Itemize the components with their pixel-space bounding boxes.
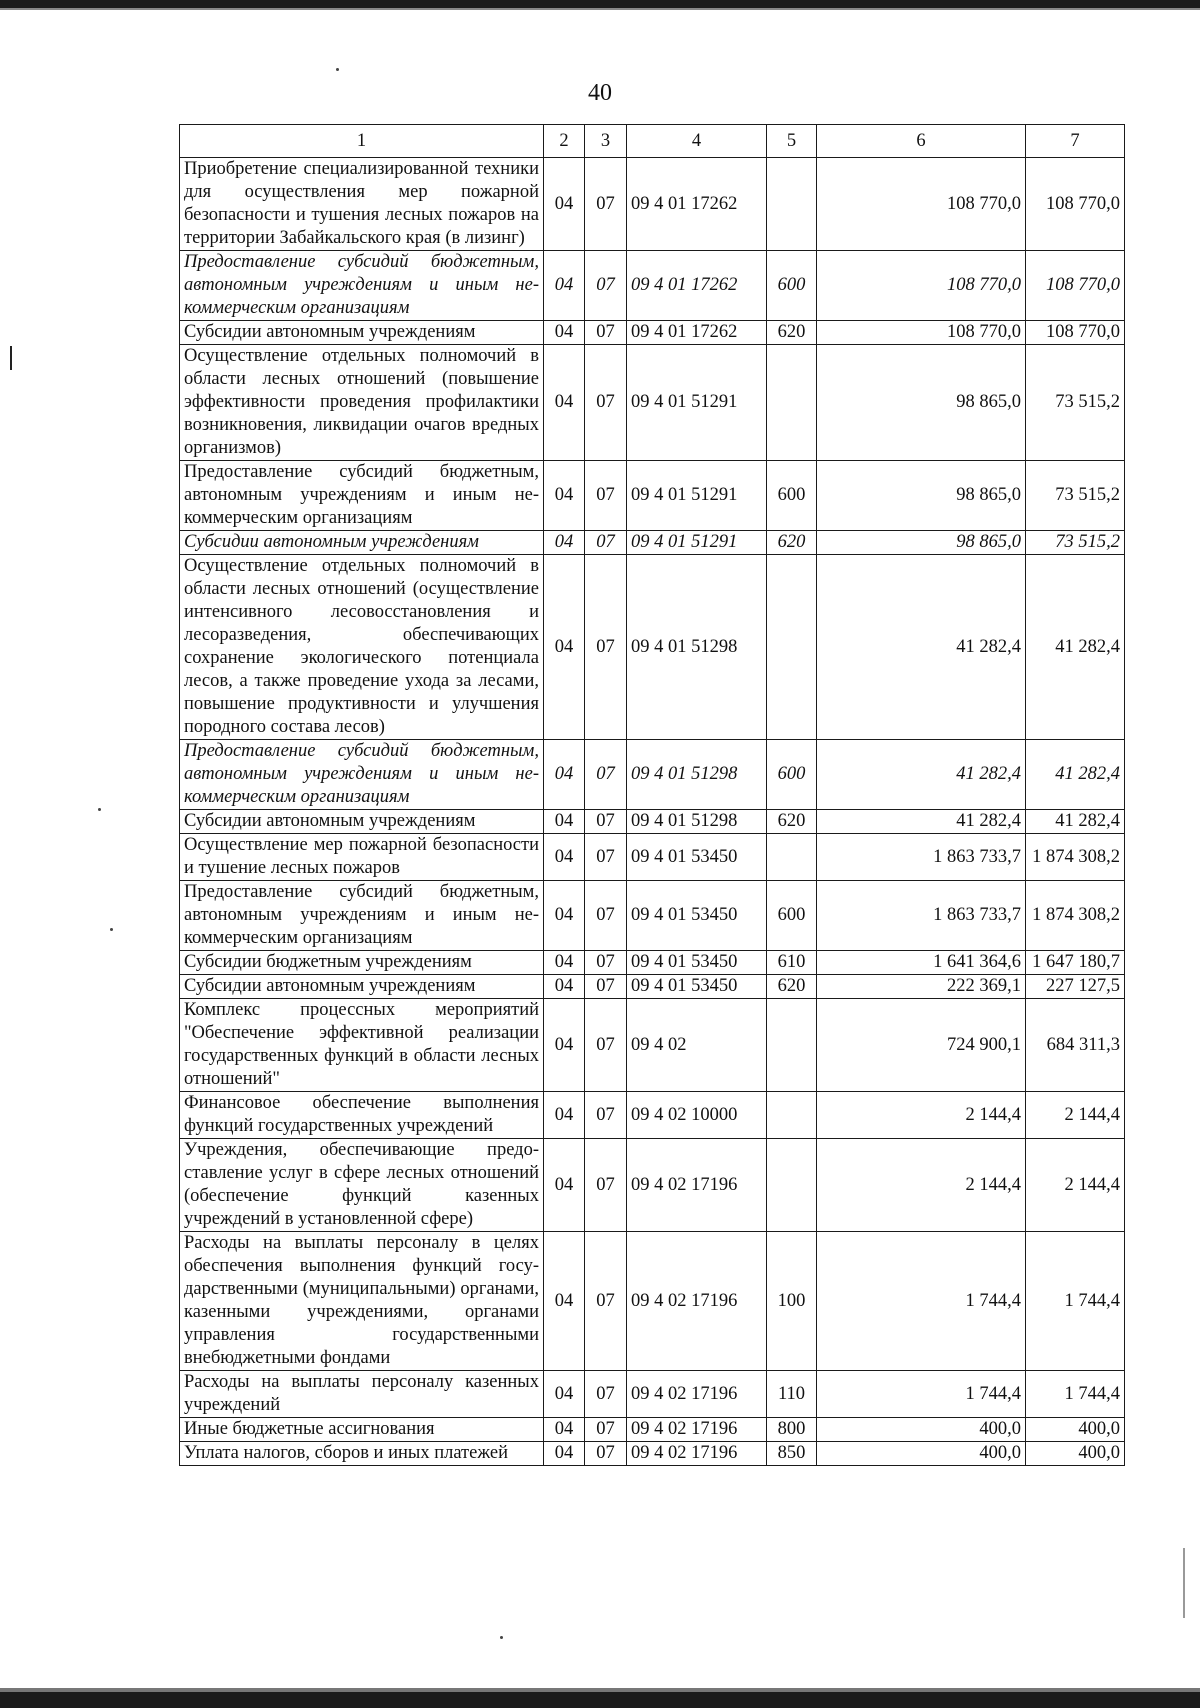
section-code-cell: 04 [544, 345, 585, 461]
row-name-cell: Финансовое обеспечение выполнения функций государственных учреждений [180, 1092, 544, 1139]
amount-2024-cell: 400,0 [817, 1442, 1026, 1466]
table-row [180, 1092, 1125, 1139]
expense-type-cell: 620 [767, 975, 817, 999]
table-row [180, 1442, 1125, 1466]
scan-speck [500, 1636, 503, 1639]
target-code-cell: 09 4 01 17262 [627, 321, 767, 345]
target-code-cell: 09 4 01 53450 [627, 881, 767, 951]
table-row [180, 1418, 1125, 1442]
subsection-code-cell: 07 [585, 1232, 627, 1371]
target-code-cell: 09 4 02 10000 [627, 1092, 767, 1139]
row-name-cell: Осуществление мер пожарной безопасности и тушение лесных пожаров [180, 834, 544, 881]
target-code-cell: 09 4 02 17196 [627, 1139, 767, 1232]
amount-2024-cell: 1 641 364,6 [817, 951, 1026, 975]
amount-2024-cell: 222 369,1 [817, 975, 1026, 999]
expense-type-cell: 620 [767, 810, 817, 834]
target-code-cell: 09 4 01 53450 [627, 975, 767, 999]
expense-type-cell: 600 [767, 881, 817, 951]
expense-type-cell: 600 [767, 251, 817, 321]
budget-table [179, 124, 1125, 1466]
column-header: 3 [585, 125, 627, 158]
row-name-cell: Приобретение специализированной техники для осуществления мер пожарной безопасности и тушения лесных пожаров на территории Забайкальского края (в лизинг) [180, 158, 544, 251]
target-code-cell: 09 4 01 51298 [627, 740, 767, 810]
amount-2024-cell: 98 865,0 [817, 461, 1026, 531]
column-header: 4 [627, 125, 767, 158]
amount-2025-cell: 1 744,4 [1026, 1232, 1125, 1371]
table-row [180, 1371, 1125, 1418]
amount-2025-cell: 2 144,4 [1026, 1139, 1125, 1232]
section-code-cell: 04 [544, 881, 585, 951]
amount-2025-cell: 2 144,4 [1026, 1092, 1125, 1139]
row-name-cell: Субсидии автономным учреждениям [180, 321, 544, 345]
expense-type-cell [767, 1139, 817, 1232]
amount-2024-cell: 108 770,0 [817, 158, 1026, 251]
table-row [180, 461, 1125, 531]
amount-2025-cell: 108 770,0 [1026, 321, 1125, 345]
amount-2024-cell: 1 744,4 [817, 1371, 1026, 1418]
expense-type-cell: 110 [767, 1371, 817, 1418]
expense-type-cell [767, 999, 817, 1092]
expense-type-cell [767, 1092, 817, 1139]
row-name-cell: Субсидии бюджетным учреждениям [180, 951, 544, 975]
row-name-cell: Иные бюджетные ассигнования [180, 1418, 544, 1442]
section-code-cell: 04 [544, 251, 585, 321]
page-number: 40 [588, 80, 612, 106]
table-row [180, 158, 1125, 251]
amount-2025-cell: 73 515,2 [1026, 461, 1125, 531]
column-header: 2 [544, 125, 585, 158]
section-code-cell: 04 [544, 999, 585, 1092]
row-name-cell: Субсидии автономным учреждениям [180, 975, 544, 999]
subsection-code-cell: 07 [585, 999, 627, 1092]
target-code-cell: 09 4 01 51291 [627, 345, 767, 461]
section-code-cell: 04 [544, 951, 585, 975]
table-row [180, 881, 1125, 951]
amount-2025-cell: 684 311,3 [1026, 999, 1125, 1092]
scan-speck [336, 68, 339, 71]
amount-2024-cell: 41 282,4 [817, 810, 1026, 834]
target-code-cell: 09 4 01 51291 [627, 531, 767, 555]
row-name-cell: Уплата налогов, сборов и иных платежей [180, 1442, 544, 1466]
right-margin-mark [1183, 1548, 1185, 1618]
row-name-cell: Осуществление отдельных полномочий в области лесных отношений (осуществление интенсивного лесовосстановления и лесоразведения, обеспечивающих сохранение экологического потенциала лесов, а также проведение ухода за лесами, повышение продуктивности и улучшения породного состава лесов) [180, 555, 544, 740]
subsection-code-cell: 07 [585, 461, 627, 531]
amount-2025-cell: 1 874 308,2 [1026, 881, 1125, 951]
amount-2025-cell: 108 770,0 [1026, 251, 1125, 321]
target-code-cell: 09 4 01 53450 [627, 834, 767, 881]
subsection-code-cell: 07 [585, 810, 627, 834]
section-code-cell: 04 [544, 810, 585, 834]
left-margin-mark [10, 346, 12, 370]
subsection-code-cell: 07 [585, 1442, 627, 1466]
amount-2025-cell: 73 515,2 [1026, 345, 1125, 461]
target-code-cell: 09 4 01 51291 [627, 461, 767, 531]
subsection-code-cell: 07 [585, 158, 627, 251]
section-code-cell: 04 [544, 461, 585, 531]
amount-2024-cell: 108 770,0 [817, 321, 1026, 345]
amount-2025-cell: 1 744,4 [1026, 1371, 1125, 1418]
expense-type-cell: 850 [767, 1442, 817, 1466]
expense-type-cell [767, 158, 817, 251]
subsection-code-cell: 07 [585, 881, 627, 951]
subsection-code-cell: 07 [585, 1371, 627, 1418]
section-code-cell: 04 [544, 975, 585, 999]
amount-2024-cell: 98 865,0 [817, 345, 1026, 461]
target-code-cell: 09 4 01 51298 [627, 555, 767, 740]
amount-2024-cell: 2 144,4 [817, 1139, 1026, 1232]
table-row [180, 1232, 1125, 1371]
amount-2025-cell: 108 770,0 [1026, 158, 1125, 251]
expense-type-cell [767, 834, 817, 881]
amount-2025-cell: 41 282,4 [1026, 555, 1125, 740]
expense-type-cell: 600 [767, 740, 817, 810]
amount-2025-cell: 400,0 [1026, 1442, 1125, 1466]
section-code-cell: 04 [544, 740, 585, 810]
expense-type-cell: 620 [767, 531, 817, 555]
amount-2024-cell: 1 863 733,7 [817, 834, 1026, 881]
subsection-code-cell: 07 [585, 251, 627, 321]
subsection-code-cell: 07 [585, 834, 627, 881]
amount-2025-cell: 41 282,4 [1026, 740, 1125, 810]
row-name-cell: Расходы на выплаты персоналу в целях обеспечения выполнения функций государственными (муниципальными) органами, казенными учреждениями, органами управления государственными внебюджетными фондами [180, 1232, 544, 1371]
target-code-cell: 09 4 01 17262 [627, 251, 767, 321]
table-row [180, 555, 1125, 740]
expense-type-cell: 610 [767, 951, 817, 975]
subsection-code-cell: 07 [585, 951, 627, 975]
target-code-cell: 09 4 02 [627, 999, 767, 1092]
expense-type-cell: 100 [767, 1232, 817, 1371]
amount-2025-cell: 73 515,2 [1026, 531, 1125, 555]
row-name-cell: Предоставление субсидий бюджетным, автономным учреждениям и иным некоммерческим организациям [180, 740, 544, 810]
table-row [180, 251, 1125, 321]
scan-bottom-border [0, 1692, 1200, 1708]
table-row [180, 740, 1125, 810]
section-code-cell: 04 [544, 1371, 585, 1418]
table-row [180, 975, 1125, 999]
subsection-code-cell: 07 [585, 531, 627, 555]
section-code-cell: 04 [544, 531, 585, 555]
section-code-cell: 04 [544, 834, 585, 881]
row-name-cell: Расходы на выплаты персоналу казенных учреждений [180, 1371, 544, 1418]
target-code-cell: 09 4 01 51298 [627, 810, 767, 834]
amount-2024-cell: 98 865,0 [817, 531, 1026, 555]
section-code-cell: 04 [544, 1139, 585, 1232]
subsection-code-cell: 07 [585, 321, 627, 345]
section-code-cell: 04 [544, 1418, 585, 1442]
column-header: 5 [767, 125, 817, 158]
subsection-code-cell: 07 [585, 975, 627, 999]
row-name-cell: Субсидии автономным учреждениям [180, 810, 544, 834]
table-body [180, 158, 1125, 1466]
table-row [180, 951, 1125, 975]
table-row [180, 1139, 1125, 1232]
section-code-cell: 04 [544, 1442, 585, 1466]
table-row [180, 834, 1125, 881]
subsection-code-cell: 07 [585, 1139, 627, 1232]
amount-2024-cell: 41 282,4 [817, 555, 1026, 740]
subsection-code-cell: 07 [585, 1092, 627, 1139]
section-code-cell: 04 [544, 1092, 585, 1139]
row-name-cell: Предоставление субсидий бюджетным, автономным учреждениям и иным некоммерческим организациям [180, 251, 544, 321]
scan-speck [110, 928, 113, 931]
section-code-cell: 04 [544, 555, 585, 740]
table-header-row [180, 125, 1125, 158]
row-name-cell: Предоставление субсидий бюджетным, автономным учреждениям и иным некоммерческим организациям [180, 461, 544, 531]
amount-2024-cell: 400,0 [817, 1418, 1026, 1442]
table-row [180, 345, 1125, 461]
expense-type-cell: 600 [767, 461, 817, 531]
amount-2025-cell: 227 127,5 [1026, 975, 1125, 999]
amount-2024-cell: 108 770,0 [817, 251, 1026, 321]
amount-2024-cell: 2 144,4 [817, 1092, 1026, 1139]
expense-type-cell [767, 345, 817, 461]
target-code-cell: 09 4 02 17196 [627, 1442, 767, 1466]
amount-2025-cell: 1 874 308,2 [1026, 834, 1125, 881]
column-header: 1 [180, 125, 544, 158]
expense-type-cell: 620 [767, 321, 817, 345]
amount-2024-cell: 1 863 733,7 [817, 881, 1026, 951]
table-row [180, 531, 1125, 555]
column-header: 6 [817, 125, 1026, 158]
row-name-cell: Учреждения, обеспечивающие предоставление услуг в сфере лесных отношений (обеспечение функций казенных учреждений в установленной сфере) [180, 1139, 544, 1232]
scan-top-border [0, 0, 1200, 8]
expense-type-cell [767, 555, 817, 740]
target-code-cell: 09 4 01 17262 [627, 158, 767, 251]
target-code-cell: 09 4 02 17196 [627, 1371, 767, 1418]
section-code-cell: 04 [544, 158, 585, 251]
scan-speck [98, 808, 101, 811]
amount-2024-cell: 1 744,4 [817, 1232, 1026, 1371]
table-row [180, 810, 1125, 834]
amount-2025-cell: 1 647 180,7 [1026, 951, 1125, 975]
table-row [180, 321, 1125, 345]
scan-top-shadow [0, 8, 1200, 10]
amount-2024-cell: 41 282,4 [817, 740, 1026, 810]
subsection-code-cell: 07 [585, 555, 627, 740]
amount-2025-cell: 41 282,4 [1026, 810, 1125, 834]
row-name-cell: Осуществление отдельных полномочий в области лесных отношений (повышение эффективности проведения профилактики возникновения, ликвидации очагов вредных организмов) [180, 345, 544, 461]
subsection-code-cell: 07 [585, 1418, 627, 1442]
row-name-cell: Комплекс процессных мероприятий "Обеспечение эффективной реализации государственных функций в области лесных отношений" [180, 999, 544, 1092]
target-code-cell: 09 4 02 17196 [627, 1418, 767, 1442]
row-name-cell: Предоставление субсидий бюджетным, автономным учреждениям и иным некоммерческим организациям [180, 881, 544, 951]
target-code-cell: 09 4 01 53450 [627, 951, 767, 975]
amount-2024-cell: 724 900,1 [817, 999, 1026, 1092]
section-code-cell: 04 [544, 1232, 585, 1371]
table-row [180, 999, 1125, 1092]
subsection-code-cell: 07 [585, 740, 627, 810]
amount-2025-cell: 400,0 [1026, 1418, 1125, 1442]
expense-type-cell: 800 [767, 1418, 817, 1442]
subsection-code-cell: 07 [585, 345, 627, 461]
column-header: 7 [1026, 125, 1125, 158]
section-code-cell: 04 [544, 321, 585, 345]
row-name-cell: Субсидии автономным учреждениям [180, 531, 544, 555]
target-code-cell: 09 4 02 17196 [627, 1232, 767, 1371]
